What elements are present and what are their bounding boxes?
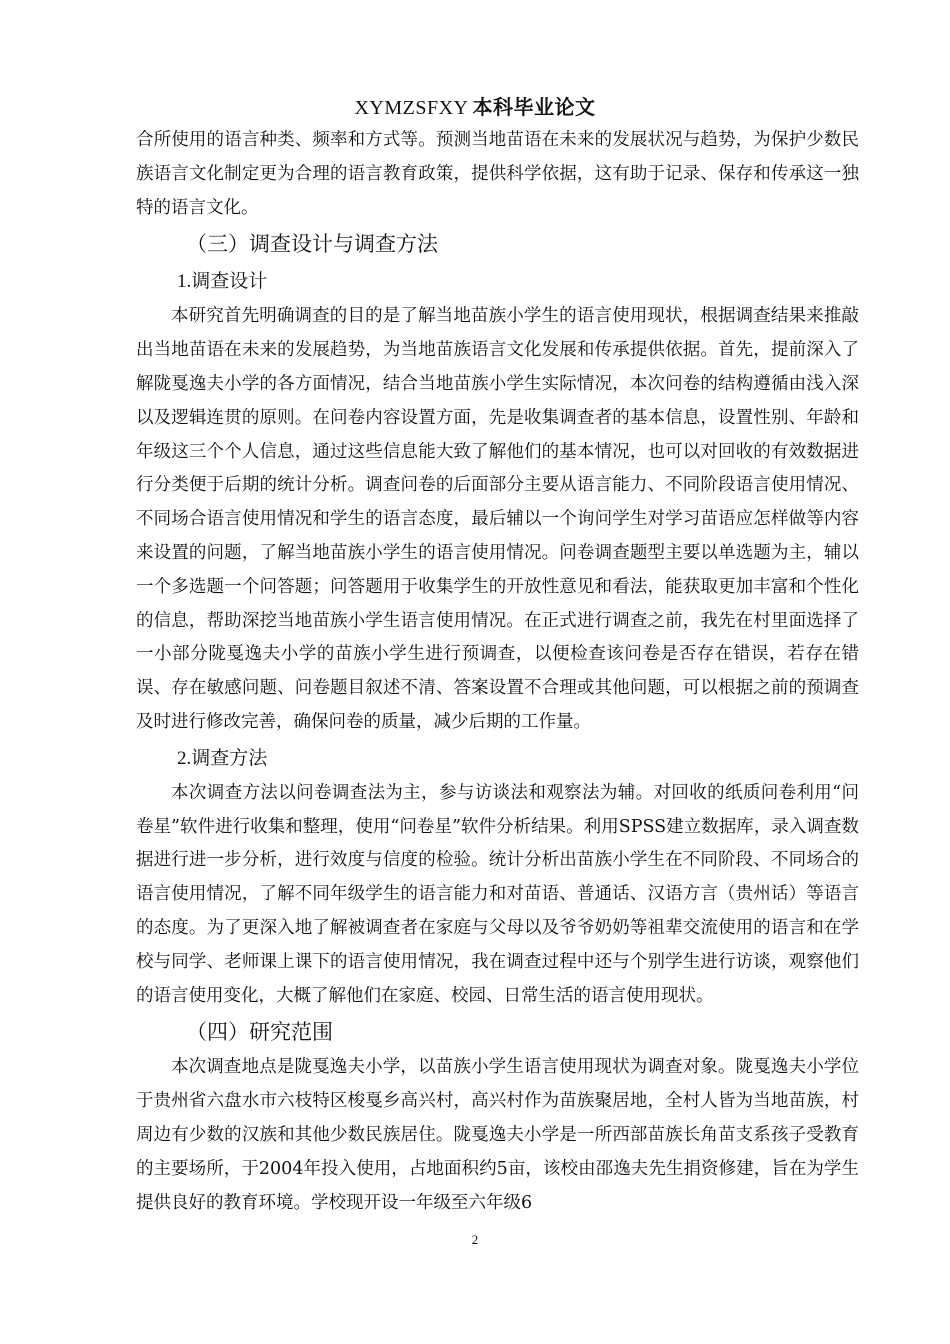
paragraph-survey-design: 本研究首先明确调查的目的是了解当地苗族小学生的语言使用现状，根据调查结果来推敲出当地苗语在未来的发展趋势，为当地苗族语言文化发展和传承提供依据。首先，提前深入了解陇戛逸夫小学的各方面情况，结合当地苗族小学生实际情况，本次问卷的结构遵循由浅入深以及逻辑连贯的原则。在问卷内容设置方面，先是收集调查者的基本信息，设置性别、年龄和年级这三个个人信息，通过这些信息能大致了解他们的基本情况，也可以对回收的有效数据进行分类便于后期的统计分析。调查问卷的后面部分主要从语言能力、不同阶段语言使用情况、不同场合语言使用情况和学生的语言态度，最后辅以一个询问学生对学习苗语应怎样做等内容来设置的问题，了解当地苗族小学生的语言使用情况。问卷调查题型主要以单选题为主，辅以一个多选题一个问答题；问答题用于收集学生的开放性意见和看法，能获取更加丰富和个性化的信息，帮助深挖当地苗族小学生语言使用情况。在正式进行调查之前，我先在村里面选择了一小部分陇戛逸夫小学的苗族小学生进行预调查，以便检查该问卷是否存在错误，若存在错误、存在敏感问题、问卷题目叙述不清、答案设置不合理或其他问题，可以根据之前的预调查及时进行修改完善，确保问卷的质量，减少后期的工作量。: [136, 306, 859, 732]
page-header: [0, 94, 950, 121]
paragraph-research-scope: 本次调查地点是陇戛逸夫小学，以苗族小学生语言使用现状为调查对象。陇戛逸夫小学位于贵州省六盘水市六枝特区梭戛乡高兴村，高兴村作为苗族聚居地，全村人皆为当地苗族，村周边有少数的汉族和其他少数民族居住。陇戛逸夫小学是一所西部苗族长角苗支系孩子受教育的主要场所，于2004年投入使用，占地面积约5亩，该校由邵逸夫先生捐资修建，旨在为学生提供良好的教育环境。学校现开设一年级至六年级6: [136, 1057, 859, 1213]
paragraph-intro-continued: 合所使用的语言种类、频率和方式等。预测当地苗语在未来的发展状况与趋势，为保护少数民族语言文化制定更为合理的语言教育政策，提供科学依据，这有助于记录、保存和传承这一独特的语言文化。: [136, 130, 859, 218]
subsection-title: 调查设计: [191, 270, 268, 293]
subsection-title: 调查方法: [191, 746, 268, 769]
subsection-number: 2.: [177, 747, 192, 769]
section-heading-research-scope: （四）研究范围: [186, 1020, 333, 1045]
paragraph-survey-method: 本次调查方法以问卷调查法为主，参与访谈法和观察法为辅。对回收的纸质问卷利用“问卷星”软件进行收集和整理，使用“问卷星”软件分析结果。利用SPSS建立数据库，录入调查数据进行进一步分析，进行效度与信度的检验。统计分析出苗族小学生在不同阶段、不同场合的语言使用情况，了解不同年级学生的语言能力和对苗语、普通话、汉语方言（贵州话）等语言的态度。为了更深入地了解被调查者在家庭与父母以及爷爷奶奶等祖辈交流使用的语言和在学校与同学、老师课上课下的语言使用情况，我在调查过程中还与个别学生进行访谈，观察他们的语言使用变化，大概了解他们在家庭、校园、日常生活的语言使用现状。: [136, 782, 859, 1006]
section-heading-survey-design-method: （三）调查设计与调查方法: [186, 232, 438, 257]
subsection-heading-survey-method: [136, 740, 859, 777]
page-body: [136, 124, 859, 1220]
page-number: 2: [471, 1232, 479, 1247]
header-code: XYMZSFXY: [354, 97, 469, 119]
subsection-number: 1.: [177, 271, 192, 293]
subsection-heading-survey-design: [136, 263, 859, 300]
header-title: 本科毕业论文: [472, 95, 596, 119]
